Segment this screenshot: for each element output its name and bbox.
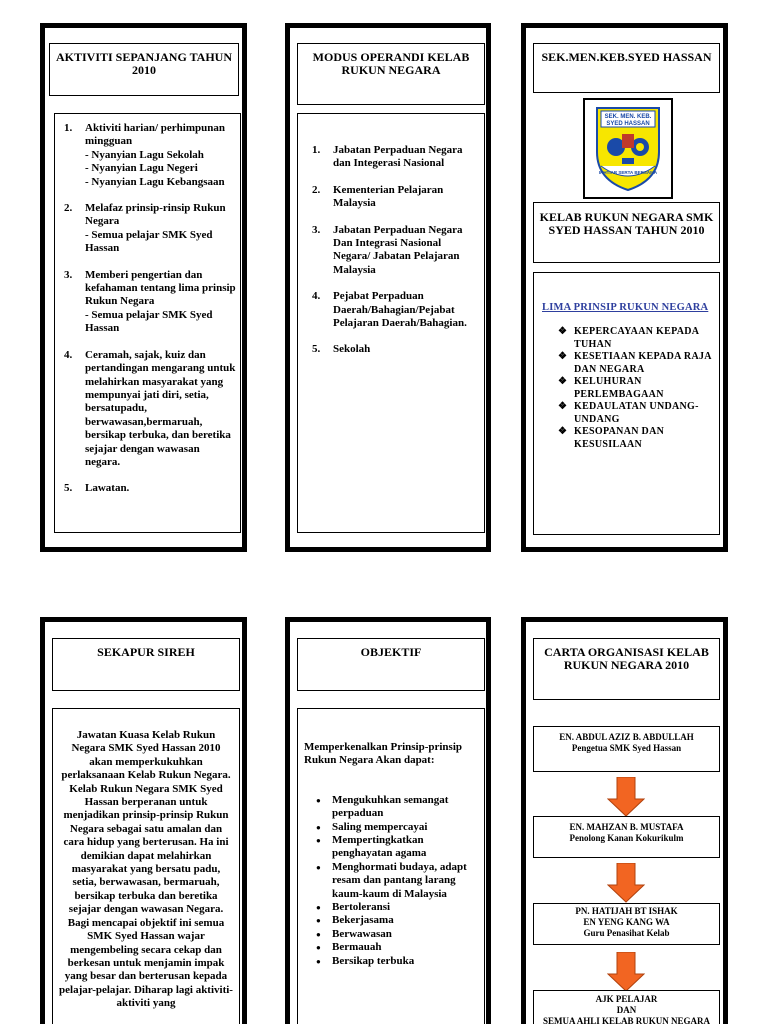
aktiviti-item bbox=[64, 202, 236, 256]
modus-item-number: 4. bbox=[312, 290, 321, 303]
objektif-item: ● Bersikap terbuka bbox=[310, 955, 480, 968]
aktiviti-item-text: Aktiviti harian/ perhimpunan mingguan bbox=[85, 122, 225, 148]
modus-item bbox=[312, 144, 480, 171]
objektif-list bbox=[304, 794, 480, 968]
sireh-content bbox=[52, 708, 240, 1024]
panel-objektif-title-box bbox=[297, 638, 485, 691]
org-node-ajk-name: AJK PELAJAR bbox=[595, 994, 658, 1004]
principles-list bbox=[542, 326, 713, 451]
diamond-bullet-icon: ❖ bbox=[558, 326, 568, 337]
principle-text: KEPERCAYAAN KEPADA TUHAN bbox=[574, 326, 699, 350]
modus-item-text: Kementerian Pelajaran Malaysia bbox=[333, 183, 444, 210]
logo-name-text: SYED HASSAN bbox=[606, 121, 650, 127]
org-node-ajk-pelajar bbox=[533, 990, 720, 1024]
panel-modus-content bbox=[297, 113, 485, 533]
panel-aktiviti bbox=[40, 23, 247, 552]
modus-item-number: 1. bbox=[312, 144, 321, 156]
aktiviti-item-text: Memberi pengertian dan kefahaman tentang lima prinsip Rukun Negara bbox=[85, 268, 236, 308]
modus-item-text: Jabatan Perpaduan Negara dan Integerasi Nasional bbox=[333, 144, 463, 170]
club-title: KELAB RUKUN NEGARA SMK SYED HASSAN TAHUN 2010 bbox=[539, 210, 714, 237]
org-arrow-2-icon bbox=[607, 863, 645, 903]
panel-modus-title-box bbox=[297, 43, 485, 105]
modus-item bbox=[312, 290, 480, 330]
org-node-ajk-role: SEMUA AHLI KELAB RUKUN NEGARA bbox=[542, 1016, 711, 1024]
diamond-bullet-icon: ❖ bbox=[558, 426, 568, 437]
logo-top-text: SEK. MEN. KEB. bbox=[604, 114, 652, 120]
principle-item bbox=[556, 351, 713, 376]
panel-aktiviti-content bbox=[54, 113, 241, 533]
modus-item-number: 3. bbox=[312, 223, 321, 236]
modus-item-text: Sekolah bbox=[333, 343, 371, 356]
aktiviti-item-number: 4. bbox=[64, 348, 73, 361]
aktiviti-item-text: Lawatan. bbox=[85, 482, 130, 495]
panel-school-title-box bbox=[533, 43, 720, 93]
principle-item bbox=[556, 426, 713, 451]
org-node-penolong-role: Penolong Kanan Kokurikulm bbox=[569, 833, 684, 843]
principle-item bbox=[556, 376, 713, 401]
panel-school bbox=[521, 23, 728, 552]
principle-text: KESOPANAN DAN KESUSILAAN bbox=[574, 426, 665, 450]
org-node-penolong-name: EN. MAHZAN B. MUSTAFA bbox=[569, 822, 684, 832]
principle-text: KESETIAAN KEPADA RAJA DAN NEGARA bbox=[574, 351, 712, 375]
carta-title: CARTA ORGANISASI KELAB RUKUN NEGARA 2010 bbox=[544, 645, 709, 672]
aktiviti-item-sub: - Nyanyian Lagu Kebangsaan bbox=[85, 175, 225, 188]
aktiviti-item-text: Ceramah, sajak, kuiz dan pertandingan mengarang untuk melahirkan masyarakat yang mempunyai jati diri, setia, bersatupadu, berwawasan,bermaruah, bersikap terbuka, dan beretika sejajar dengan wawasan negara. bbox=[85, 348, 236, 468]
aktiviti-item-sub: - Nyanyian Lagu Sekolah bbox=[85, 148, 204, 161]
objektif-content bbox=[297, 708, 485, 1024]
objektif-item: ● Mengukuhkan semangat perpaduan bbox=[310, 794, 480, 821]
objektif-item: ● Bermauah bbox=[310, 941, 480, 954]
aktiviti-item bbox=[64, 122, 236, 189]
org-arrow-1-icon bbox=[607, 777, 645, 817]
modus-item-number: 2. bbox=[312, 183, 321, 196]
logo-motto-text: IKHTIAR SERTA BERSAMA bbox=[598, 170, 658, 175]
panel-sireh-title-box bbox=[52, 638, 240, 691]
sireh-body: Jawatan Kuasa Kelab Rukun Negara SMK Syed Hassan 2010 akan memperkukuhkan perlaksanaan Kelab Rukun Negara. Kelab Rukun Negara SMK Syed Hassan berperanan untuk menjadikan prinsip-prinsip Rukun Negara sebagai satu amalan dan cara hidup yang berterusan. Ha ini demikian dapat melahirkan masyarakat yang bersatu padu, setia, berwawasan, bermaruah, bersikap terbuka dan beretika sejajar dengan wawasan Negara. Bagi mencapai objektif ini semua SMK Syed Hassan wajar mengembeling secara cekap dan berkesan untuk menjamin impak yang besar dan berterusan kepada pelajar-pelajar. Diharap lagi aktiviti-aktiviti yang bbox=[59, 729, 233, 1010]
aktiviti-item-number: 1. bbox=[64, 122, 73, 134]
org-node-pengetua-role: Pengetua SMK Syed Hassan bbox=[571, 743, 682, 753]
objektif-item: ● Bertoleransi bbox=[310, 901, 480, 914]
panel-modus-title: MODUS OPERANDI KELAB RUKUN NEGARA bbox=[312, 50, 470, 77]
modus-item bbox=[312, 343, 480, 356]
aktiviti-item-sub: - Semua pelajar SMK Syed Hassan bbox=[85, 308, 213, 335]
diamond-bullet-icon: ❖ bbox=[558, 351, 568, 362]
org-node-pengetua-name: EN. ABDUL AZIZ B. ABDULLAH bbox=[559, 732, 694, 742]
objektif-title: OBJEKTIF bbox=[360, 645, 422, 659]
school-crest-icon bbox=[585, 100, 671, 197]
modus-list bbox=[312, 144, 480, 357]
org-node-penolong-kanan bbox=[533, 816, 720, 858]
principle-item bbox=[556, 401, 713, 426]
modus-item-number: 5. bbox=[312, 343, 321, 356]
objektif-item: ● Bekerjasama bbox=[310, 914, 480, 927]
principle-item bbox=[556, 326, 713, 351]
objektif-item: ● Saling mempercayai bbox=[310, 821, 480, 834]
objektif-item: ● Berwawasan bbox=[310, 928, 480, 941]
modus-item bbox=[312, 184, 480, 211]
school-logo bbox=[583, 98, 673, 199]
principle-text: KEDAULATAN UNDANG-UNDANG bbox=[574, 401, 699, 425]
aktiviti-item-sub: - Semua pelajar SMK Syed Hassan bbox=[85, 228, 213, 255]
aktiviti-list bbox=[64, 122, 236, 496]
aktiviti-item bbox=[64, 349, 236, 470]
principles-title: LIMA PRINSIP RUKUN NEGARA bbox=[542, 302, 709, 313]
org-node-ajk-dan: DAN bbox=[616, 1005, 637, 1015]
org-node-guru-role: Guru Penasihat Kelab bbox=[583, 928, 670, 938]
aktiviti-item-sub: - Nyanyian Lagu Negeri bbox=[85, 162, 198, 175]
org-node-pengetua bbox=[533, 726, 720, 772]
diamond-bullet-icon: ❖ bbox=[558, 376, 568, 387]
objektif-intro: Memperkenalkan Prinsip-prinsip Rukun Negara Akan dapat: bbox=[304, 741, 462, 767]
org-node-guru-penasihat bbox=[533, 903, 720, 945]
aktiviti-item bbox=[64, 269, 236, 336]
panel-aktiviti-title: AKTIVITI SEPANJANG TAHUN 2010 bbox=[55, 50, 233, 77]
aktiviti-item-number: 3. bbox=[64, 268, 73, 281]
principles-box bbox=[533, 272, 720, 535]
objektif-item: ● Mempertingkatkan penghayatan agama bbox=[310, 834, 480, 861]
modus-item-text: Pejabat Perpaduan Daerah/Bahagian/Pejabat Pelajaran Daerah/Bahagian. bbox=[333, 290, 467, 330]
panel-objektif bbox=[285, 617, 491, 1024]
org-node-guru-name: PN. HATIJAH BT ISHAK bbox=[575, 906, 678, 916]
club-title-box bbox=[533, 202, 720, 263]
aktiviti-item-number: 5. bbox=[64, 482, 73, 495]
objektif-item: ● Menghormati budaya, adapt resam dan pantang larang kaum-kaum di Malaysia bbox=[310, 861, 480, 901]
org-node-guru-name2: EN YENG KANG WA bbox=[583, 917, 670, 927]
panel-modus-operandi bbox=[285, 23, 491, 552]
school-name: SEK.MEN.KEB.SYED HASSAN bbox=[541, 50, 712, 64]
panel-sekapur-sireh bbox=[40, 617, 247, 1024]
aktiviti-item-text: Melafaz prinsip-rinsip Rukun Negara bbox=[85, 202, 226, 228]
modus-item-text: Jabatan Perpaduan Negara Dan Integrasi Nasional Negara/ Jabatan Pelajaran Malaysia bbox=[333, 223, 463, 276]
aktiviti-item bbox=[64, 482, 236, 495]
panel-carta-organisasi bbox=[521, 617, 728, 1024]
org-arrow-3-icon bbox=[607, 952, 645, 992]
modus-item bbox=[312, 224, 480, 278]
sireh-title: SEKAPUR SIREH bbox=[97, 645, 195, 659]
panel-aktiviti-title-box bbox=[49, 43, 239, 96]
aktiviti-item-number: 2. bbox=[64, 202, 73, 215]
principle-text: KELUHURAN PERLEMBAGAAN bbox=[574, 376, 664, 400]
carta-title-box bbox=[533, 638, 720, 700]
diamond-bullet-icon: ❖ bbox=[558, 401, 568, 412]
